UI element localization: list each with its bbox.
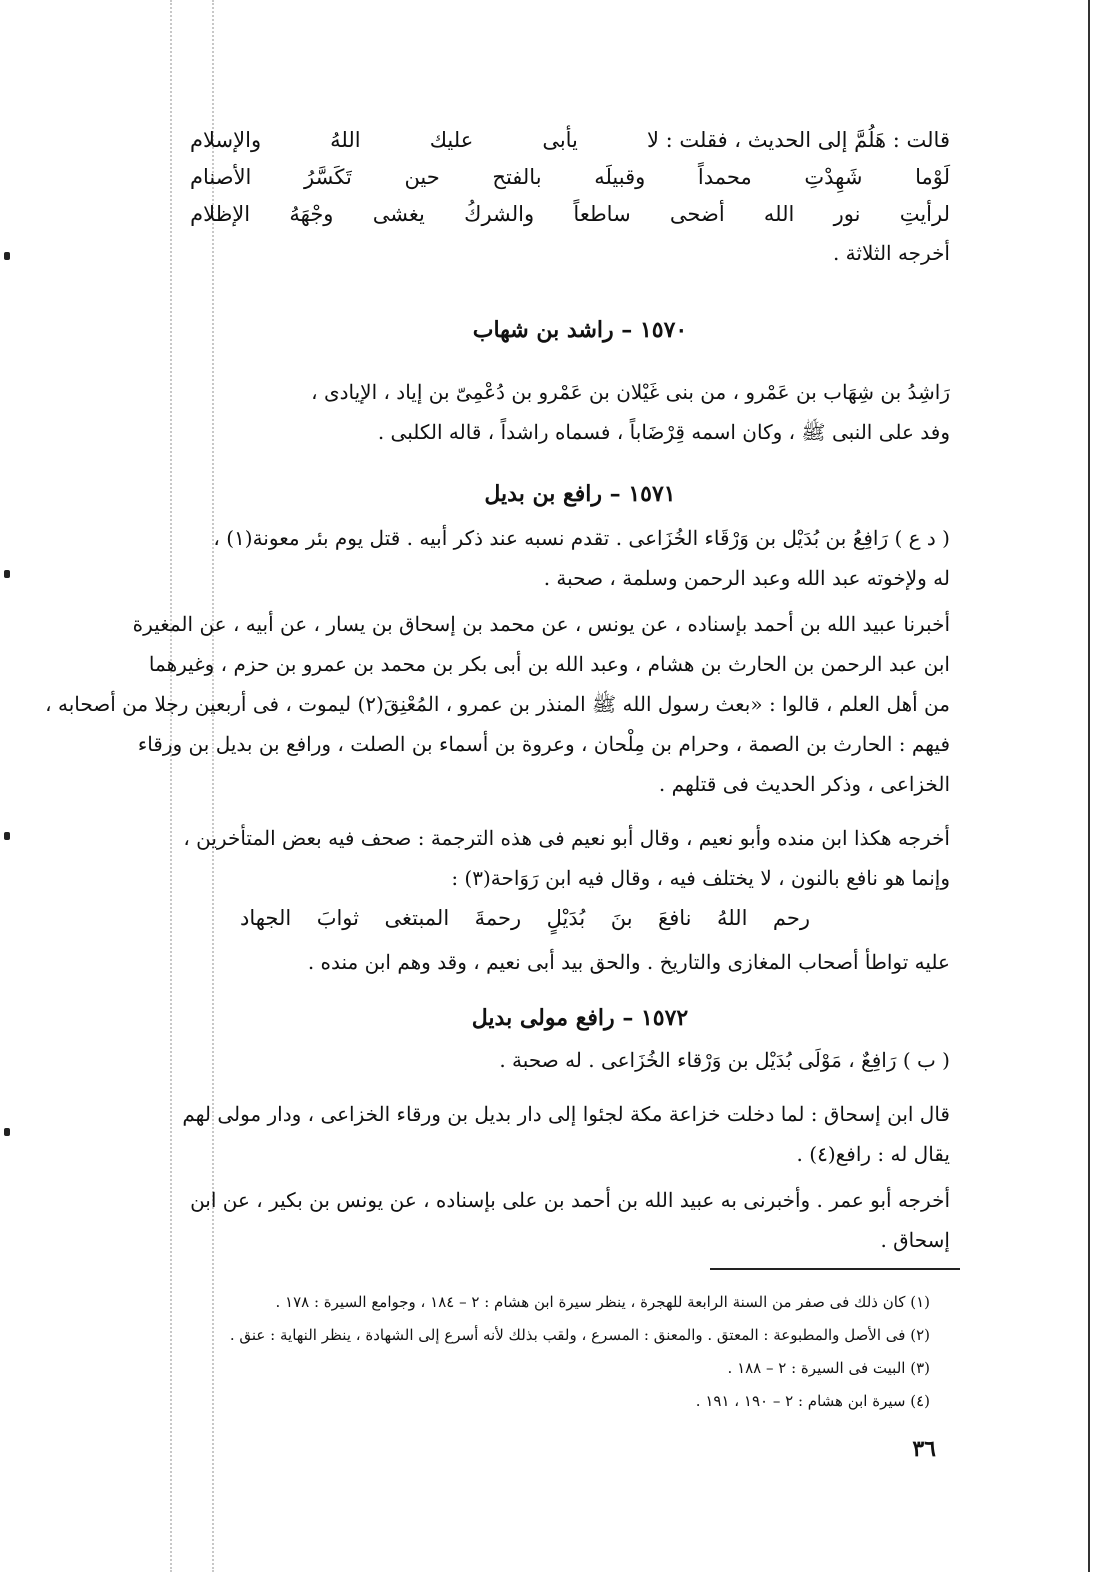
text-line: وإنما هو نافع بالنون ، لا يختلف فيه ، وقال فيه ابن رَوَاحة(٣) : (451, 866, 950, 890)
text-line: يقال له : رافع(٤) . (796, 1142, 950, 1166)
text-line: إسحاق . (880, 1228, 950, 1252)
entry-heading-1570: ١٥٧٠ – راشد بن شهاب (472, 317, 688, 343)
entry-1571-intro (108, 518, 950, 598)
page-number: ٣٦ (912, 1436, 936, 1462)
footnote-4: (٤) سيرة ابن هشام : ٢ – ١٩٠ ، ١٩١ . (695, 1392, 930, 1410)
footnote-rule (710, 1268, 960, 1270)
text-line: ( ب ) رَافِعٌ ، مَوْلَى بُدَيْل بن وَرْقاء الخُزَاعى . له صحبة . (499, 1048, 950, 1072)
verse-word: رحم (772, 906, 810, 930)
edge-mark (4, 832, 10, 840)
entry-1571-verse (240, 900, 810, 937)
verse-word: الجهاد (240, 906, 292, 930)
poem-word: بالفتح (492, 165, 542, 189)
entry-heading-1571: ١٥٧١ – رافع بن بديل (484, 481, 676, 507)
footnotes (170, 1286, 930, 1418)
verse-word: اللهُ (716, 906, 748, 930)
entry-1571-narration (45, 604, 950, 804)
text-line: فيهم : الحارث بن الصمة ، وحرام بن مِلْحان ، وعروة بن أسماء بن الصلت ، ورافع بن بديل بن ورقاء (137, 732, 950, 756)
poem-word: قالت : هَلُمَّ إلى الحديث ، فقلت : لا (646, 128, 950, 152)
poem-word: شَهِدْتِ (804, 165, 863, 189)
footnote-2: (٢) فى الأصل والمطبوعة : المعتق . والمعنق : المسرع ، ولقب بذلك لأنه أسرع إلى الشهادة ، ينظر النهاية : عنق . (229, 1326, 930, 1344)
text-line: الخزاعى ، وذكر الحديث فى قتلهم . (658, 772, 950, 796)
poem-word: وجْهَهُ (289, 202, 334, 226)
text-line: وفد على النبى ﷺ ، وكان اسمه قِرْضَاباً ، فسماه راشداً ، قاله الكلبى . (377, 420, 950, 444)
text-line: أخرجه أبو عمر . وأخبرنى به عبيد الله بن أحمد بن على بإسناده ، عن يونس بن بكير ، عن ابن (190, 1188, 950, 1212)
entry-1572-source (108, 1180, 950, 1260)
verse-word: بُدَيْلٍ (546, 906, 586, 930)
verse-word: المبتغى (384, 906, 450, 930)
entry-1571-conclusion (200, 942, 950, 982)
poem-word: محمداً (697, 165, 752, 189)
footnote-3: (٣) البيت فى السيرة : ٢ – ١٨٨ . (727, 1359, 930, 1377)
entry-1572-intro (300, 1040, 950, 1080)
text-line: قال ابن إسحاق : لما دخلت خزاعة مكة لجئوا إلى دار بديل بن ورقاء الخزاعى ، ودار مولى لهم (182, 1102, 950, 1126)
poem-word: وقبيلَه (594, 165, 646, 189)
poem-word: لرأيتِ (899, 202, 950, 226)
edge-mark (4, 1128, 10, 1136)
poem-word: أضحى (669, 202, 725, 226)
text-line: ابن عبد الرحمن بن الحارث بن هشام ، وعبد الله بن أبى بكر بن محمد بن عمرو بن حزم ، وغيرهما (148, 652, 950, 676)
edge-mark (4, 252, 10, 260)
verse-word: بنَ (610, 906, 633, 930)
poem-word: ساطعاً (573, 202, 631, 226)
poem-word: حين (404, 165, 440, 189)
poem-word: الإظلام (190, 202, 251, 226)
poem-word: الله (763, 202, 795, 226)
text-line: أخبرنا عبيد الله بن أحمد بإسناده ، عن يونس ، عن محمد بن إسحاق بن يسار ، عن أبيه ، عن المغيرة (132, 612, 950, 636)
entry-1571-commentary (108, 818, 950, 898)
poem-word: يغشى (372, 202, 425, 226)
text-line: أخرجه هكذا ابن منده وأبو نعيم ، وقال أبو نعيم فى هذه الترجمة : صحف فيه بعض المتأخرين ، (183, 826, 950, 850)
poem-line-2 (190, 159, 950, 196)
poem-word: الأصنام (190, 165, 252, 189)
poem-word: والشركُ (464, 202, 535, 226)
text-line: ( د ع ) رَافِعُ بن بُدَيْل بن وَرْقَاء الخُزَاعى . تقدم نسبه عند ذكر أبيه . قتل يوم بئر معونة(١) ، (213, 526, 950, 550)
footnote-1: (١) كان ذلك فى صفر من السنة الرابعة للهجرة ، ينظر سيرة ابن هشام : ٢ – ١٨٤ ، وجوامع السيرة : ١٧٨ . (275, 1293, 930, 1311)
poem-word: نور (833, 202, 861, 226)
text-line: من أهل العلم ، قالوا : «بعث رسول الله ﷺ المنذر بن عمرو ، المُعْنِقَ(٢) ليموت ، فى أربعين رجلا من أصحابه ، (45, 692, 950, 716)
verse-word: رحمةَ (474, 906, 522, 930)
text-line: له ولإخوته عبد الله وعبد الرحمن وسلمة ، صحبة . (543, 566, 950, 590)
poem-line-1 (190, 122, 950, 159)
verse-word: نافعَ (658, 906, 692, 930)
entry-1572-narration (108, 1094, 950, 1174)
gutter-line-right (1088, 0, 1090, 1572)
poem (190, 122, 950, 273)
poem-word: اللهُ (330, 128, 361, 152)
entry-body-1570 (150, 372, 950, 452)
poem-line-3 (190, 196, 950, 233)
poem-word: لَوْما (915, 165, 950, 189)
edge-mark (4, 570, 10, 578)
poem-word: عليك (429, 128, 474, 152)
poem-word: يأبى (542, 128, 578, 152)
text-line: رَاشِدُ بن شِهَاب بن عَمْرو ، من بنى غَيْلان بن عَمْرو بن دُعْمِىّ بن إياد ، الإيادى ، (311, 380, 950, 404)
poem-word: والإسلام (190, 128, 262, 152)
verse-word: ثوابَ (316, 906, 359, 930)
entry-heading-1572: ١٥٧٢ – رافع مولى بديل (471, 1005, 689, 1031)
text-line: عليه تواطأ أصحاب المغازى والتاريخ . والحق بيد أبى نعيم ، وقد وهم ابن منده . (307, 950, 950, 974)
poem-source: أخرجه الثلاثة . (832, 241, 950, 265)
poem-word: تَكَسَّرُ (304, 165, 352, 189)
